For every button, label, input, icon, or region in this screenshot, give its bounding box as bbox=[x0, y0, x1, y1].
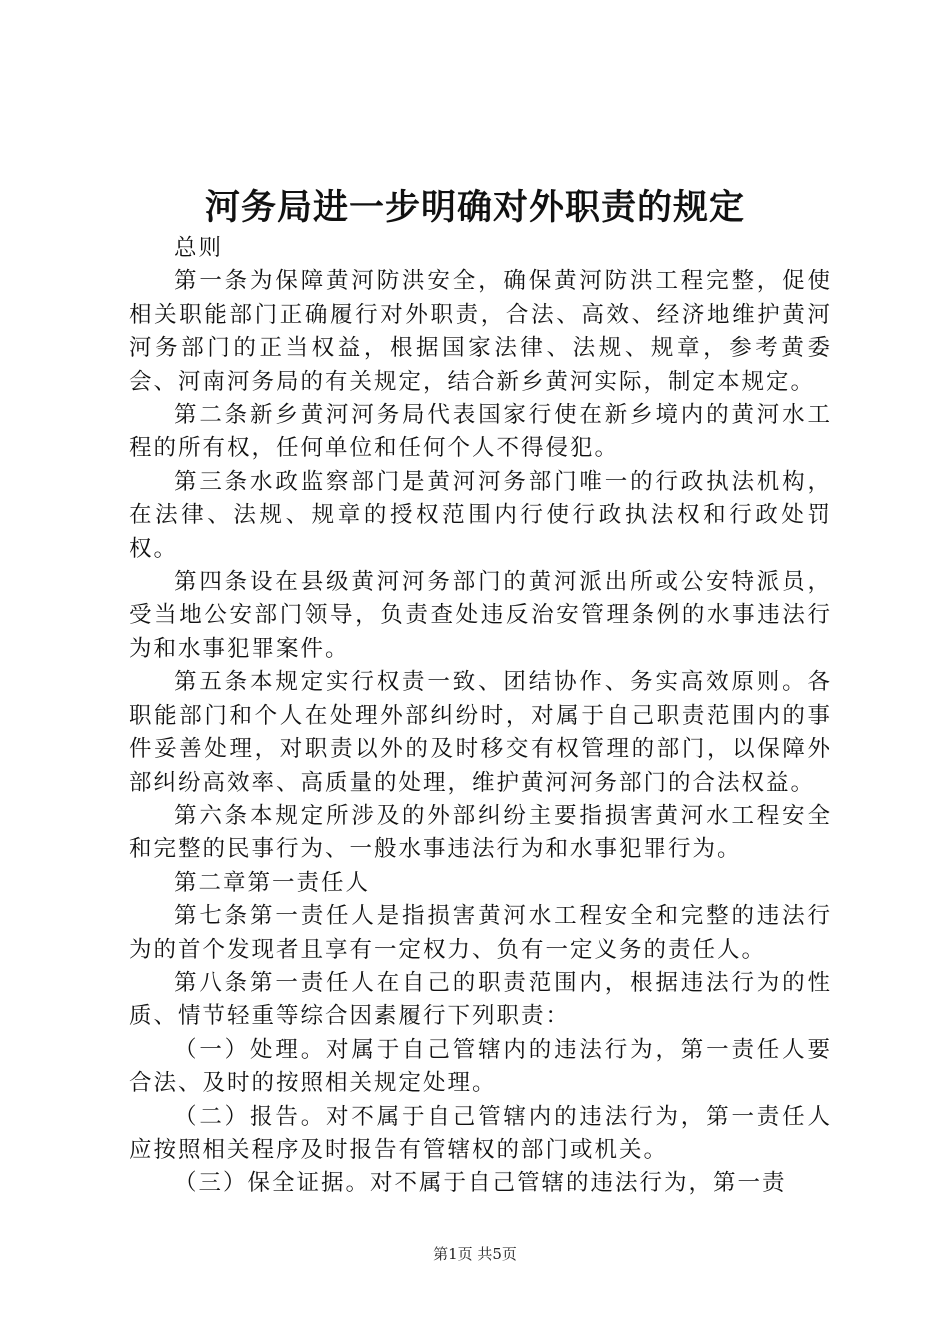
page-number: 第1页 共5页 bbox=[433, 1245, 517, 1263]
paragraph: 第八条第一责任人在自己的职责范围内，根据违法行为的性质、情节轻重等综合因素履行下列职责： bbox=[129, 969, 832, 1030]
paragraph: 第六条本规定所涉及的外部纠纷主要指损害黄河水工程安全和完整的民事行为、一般水事违法行为和水事犯罪行为。 bbox=[129, 802, 832, 863]
paragraph: 第四条设在县级黄河河务部门的黄河派出所或公安特派员，受当地公安部门领导，负责查处违反治安管理条例的水事违法行为和水事犯罪案件。 bbox=[129, 569, 832, 662]
paragraph: （二）报告。对不属于自己管辖内的违法行为，第一责任人应按照相关程序及时报告有管辖权的部门或机关。 bbox=[129, 1103, 832, 1163]
paragraph: 总则 bbox=[174, 235, 224, 261]
document-title: 河务局进一步明确对外职责的规定 bbox=[204, 187, 745, 228]
paragraph: （一）处理。对属于自己管辖内的违法行为，第一责任人要合法、及时的按照相关规定处理。 bbox=[129, 1036, 832, 1097]
paragraph: 第七条第一责任人是指损害黄河水工程安全和完整的违法行为的首个发现者且享有一定权力、负有一定义务的责任人。 bbox=[129, 903, 832, 963]
paragraph: 第二条新乡黄河河务局代表国家行使在新乡境内的黄河水工程的所有权，任何单位和任何个人不得侵犯。 bbox=[129, 402, 832, 462]
paragraph: 第五条本规定实行权责一致、团结协作、务实高效原则。各职能部门和个人在处理外部纠纷时，对属于自己职责范围内的事件妥善处理，对职责以外的及时移交有权管理的部门，以保障外部纠纷高效率、高质量的处理，维护黄河河务部门的合法权益。 bbox=[129, 669, 832, 796]
paragraph: 第一条为保障黄河防洪安全，确保黄河防洪工程完整，促使相关职能部门正确履行对外职责，合法、高效、经济地维护黄河河务部门的正当权益，根据国家法律、法规、规章，参考黄委会、河南河务局的有关规定，结合新乡黄河实际，制定本规定。 bbox=[129, 268, 832, 395]
chapter-heading: 第二章第一责任人 bbox=[174, 869, 371, 896]
document-body bbox=[129, 232, 832, 1201]
paragraph: 第三条水政监察部门是黄河河务部门唯一的行政执法机构，在法律、法规、规章的授权范围内行使行政执法权和行政处罚权。 bbox=[129, 468, 832, 562]
paragraph: （三）保全证据。对不属于自己管辖的违法行为，第一责 bbox=[174, 1170, 787, 1197]
